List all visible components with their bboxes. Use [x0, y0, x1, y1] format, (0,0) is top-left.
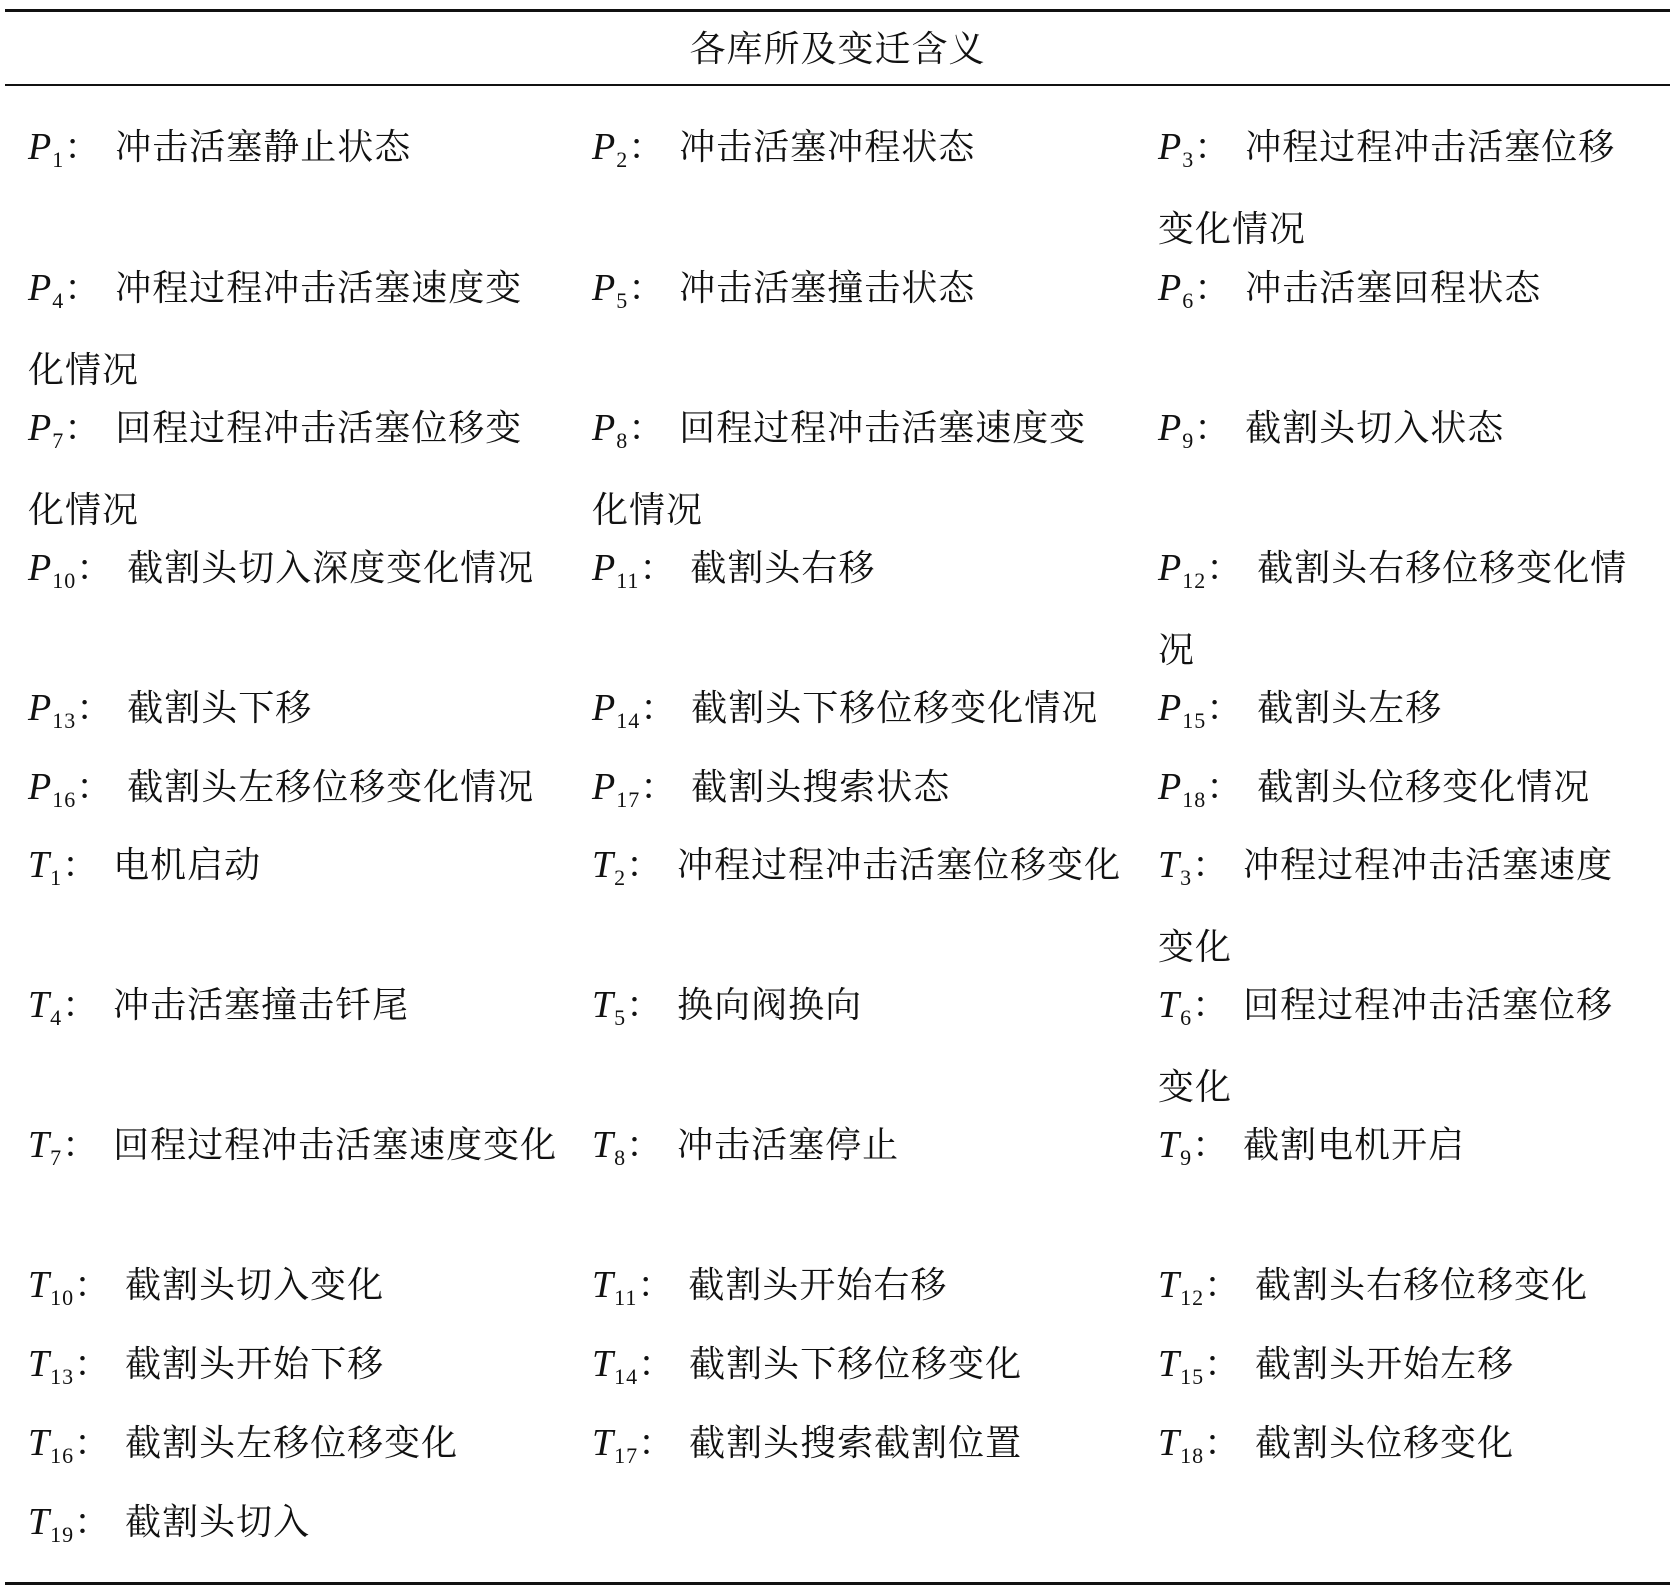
cell-colon: ：	[74, 1502, 112, 1543]
cell-symbol: T	[592, 1343, 615, 1385]
table-cell	[28, 1110, 558, 1193]
cell-subscript: 6	[1180, 1005, 1193, 1030]
cell-subscript: 8	[616, 428, 629, 453]
cell-text: 截割头切入状态	[1245, 408, 1505, 449]
cell-subscript: 18	[1182, 787, 1207, 812]
cell-colon: ：	[628, 268, 666, 309]
cell-symbol: T	[1158, 844, 1181, 886]
table-cell	[28, 1250, 558, 1333]
cell-text: 截割头切入深度变化情况	[127, 548, 535, 589]
cell-subscript: 7	[50, 1145, 63, 1170]
cell-text: 截割头搜索截割位置	[689, 1423, 1023, 1464]
cell-colon: ：	[64, 268, 102, 309]
cell-symbol: T	[28, 1124, 51, 1166]
cell-symbol: P	[592, 267, 617, 309]
cell-subscript: 10	[50, 1285, 75, 1310]
cell-colon: ：	[626, 1125, 664, 1166]
cell-symbol: T	[1158, 1264, 1181, 1306]
cell-text: 冲程过程冲击活塞速度变化	[1158, 845, 1614, 968]
cell-text: 截割头下移位移变化情况	[691, 688, 1099, 729]
cell-subscript: 8	[614, 1145, 627, 1170]
cell-symbol: T	[28, 1264, 51, 1306]
cell-text: 截割头位移变化	[1255, 1423, 1515, 1464]
cell-text: 截割头右移	[690, 548, 876, 589]
header-rule	[5, 84, 1670, 86]
bottom-rule	[5, 1582, 1670, 1585]
cell-text: 截割电机开启	[1243, 1125, 1466, 1166]
table-cell	[592, 1250, 1122, 1333]
table-cell	[1158, 1408, 1648, 1491]
table-cell	[592, 393, 1122, 546]
cell-subscript: 17	[614, 1443, 639, 1468]
cell-subscript: 14	[614, 1364, 639, 1389]
cell-subscript: 12	[1180, 1285, 1205, 1310]
table-cell	[28, 533, 558, 616]
cell-subscript: 9	[1180, 1145, 1193, 1170]
cell-text: 冲击活塞回程状态	[1245, 268, 1542, 309]
cell-subscript: 5	[614, 1005, 627, 1030]
cell-subscript: 13	[50, 1364, 75, 1389]
cell-colon: ：	[62, 1125, 100, 1166]
table-cell	[1158, 393, 1648, 476]
cell-symbol: P	[1158, 267, 1183, 309]
cell-text: 截割头左移位移变化	[125, 1423, 459, 1464]
table-cell	[28, 830, 558, 913]
cell-symbol: T	[28, 1501, 51, 1543]
cell-colon: ：	[1194, 127, 1232, 168]
cell-symbol: P	[592, 547, 617, 589]
cell-text: 冲击活塞撞击钎尾	[113, 985, 410, 1026]
cell-subscript: 11	[614, 1285, 638, 1310]
cell-text: 冲击活塞静止状态	[115, 127, 412, 168]
cell-text: 截割头右移位移变化情况	[1158, 548, 1628, 671]
cell-text: 冲击活塞撞击状态	[679, 268, 976, 309]
cell-symbol: P	[1158, 126, 1183, 168]
cell-subscript: 17	[616, 787, 641, 812]
cell-subscript: 19	[50, 1522, 75, 1547]
top-rule	[5, 9, 1670, 12]
cell-symbol: P	[1158, 687, 1183, 729]
table-cell	[28, 112, 558, 195]
cell-symbol: P	[1158, 547, 1183, 589]
cell-symbol: P	[592, 766, 617, 808]
table-cell	[592, 830, 1122, 913]
cell-symbol: P	[592, 407, 617, 449]
table-cell	[28, 1487, 558, 1570]
cell-text: 电机启动	[113, 845, 262, 886]
cell-colon: ：	[74, 1423, 112, 1464]
table-cell	[592, 1110, 1122, 1193]
cell-text: 截割头左移	[1257, 688, 1443, 729]
cell-colon: ：	[1206, 688, 1244, 729]
cell-text: 回程过程冲击活塞位移变化情况	[28, 408, 523, 531]
cell-symbol: P	[28, 687, 53, 729]
cell-colon: ：	[1206, 548, 1244, 589]
cell-colon: ：	[1206, 767, 1244, 808]
table-cell	[592, 112, 1122, 195]
cell-symbol: T	[592, 844, 615, 886]
table-cell	[592, 1408, 1122, 1491]
cell-symbol: P	[28, 766, 53, 808]
cell-colon: ：	[638, 1344, 676, 1385]
cell-symbol: T	[1158, 984, 1181, 1026]
table-cell	[1158, 112, 1648, 265]
cell-subscript: 15	[1180, 1364, 1205, 1389]
cell-symbol: P	[28, 547, 53, 589]
cell-text: 截割头开始下移	[125, 1344, 385, 1385]
table-cell	[1158, 1250, 1648, 1333]
cell-text: 截割头左移位移变化情况	[127, 767, 535, 808]
cell-symbol: P	[28, 126, 53, 168]
table-cell	[1158, 1329, 1648, 1412]
cell-colon: ：	[628, 408, 666, 449]
cell-colon: ：	[76, 767, 114, 808]
cell-symbol: T	[28, 1422, 51, 1464]
cell-subscript: 4	[52, 288, 65, 313]
cell-subscript: 2	[616, 147, 629, 172]
cell-symbol: P	[592, 687, 617, 729]
table-cell	[592, 1329, 1122, 1412]
table-cell	[1158, 752, 1648, 835]
cell-subscript: 9	[1182, 428, 1195, 453]
table-cell	[592, 253, 1122, 336]
cell-colon: ：	[1204, 1344, 1242, 1385]
cell-text: 冲程过程冲击活塞速度变化情况	[28, 268, 523, 391]
cell-subscript: 11	[616, 568, 640, 593]
cell-text: 截割头下移	[127, 688, 313, 729]
cell-colon: ：	[640, 688, 678, 729]
cell-symbol: P	[28, 267, 53, 309]
table-cell	[28, 970, 558, 1053]
cell-symbol: T	[1158, 1343, 1181, 1385]
table-cell	[1158, 1110, 1648, 1193]
cell-colon: ：	[74, 1344, 112, 1385]
cell-symbol: T	[592, 1264, 615, 1306]
table-cell	[1158, 253, 1648, 336]
table-cell	[28, 673, 558, 756]
cell-text: 截割头下移位移变化	[689, 1344, 1023, 1385]
cell-text: 截割头开始左移	[1255, 1344, 1515, 1385]
cell-text: 截割头搜索状态	[691, 767, 951, 808]
cell-subscript: 2	[614, 865, 627, 890]
cell-colon: ：	[64, 408, 102, 449]
cell-colon: ：	[638, 1423, 676, 1464]
cell-colon: ：	[1192, 985, 1230, 1026]
cell-colon: ：	[640, 767, 678, 808]
cell-symbol: T	[592, 984, 615, 1026]
cell-colon: ：	[1204, 1265, 1242, 1306]
cell-text: 截割头位移变化情况	[1257, 767, 1591, 808]
cell-text: 冲程过程冲击活塞位移变化	[677, 845, 1122, 886]
cell-subscript: 18	[1180, 1443, 1205, 1468]
cell-colon: ：	[1194, 268, 1232, 309]
cell-subscript: 13	[52, 708, 77, 733]
cell-symbol: P	[592, 126, 617, 168]
cell-subscript: 3	[1182, 147, 1195, 172]
cell-symbol: T	[592, 1422, 615, 1464]
cell-subscript: 1	[52, 147, 65, 172]
table-cell	[592, 533, 1122, 616]
cell-subscript: 7	[52, 428, 65, 453]
cell-colon: ：	[62, 985, 100, 1026]
table-cell	[28, 1408, 558, 1491]
cell-colon: ：	[639, 548, 677, 589]
cell-symbol: P	[1158, 407, 1183, 449]
table-cell	[1158, 673, 1648, 756]
cell-text: 截割头切入	[125, 1502, 311, 1543]
cell-colon: ：	[637, 1265, 675, 1306]
cell-subscript: 16	[50, 1443, 75, 1468]
cell-colon: ：	[76, 688, 114, 729]
cell-symbol: P	[28, 407, 53, 449]
cell-subscript: 12	[1182, 568, 1207, 593]
table-cell	[28, 393, 558, 546]
table-cell	[1158, 970, 1648, 1123]
cell-subscript: 6	[1182, 288, 1195, 313]
cell-text: 回程过程冲击活塞速度变化情况	[592, 408, 1087, 531]
cell-symbol: T	[592, 1124, 615, 1166]
cell-colon: ：	[1192, 1125, 1230, 1166]
table-cell	[28, 253, 558, 406]
cell-subscript: 15	[1182, 708, 1207, 733]
cell-colon: ：	[626, 845, 664, 886]
table-cell	[1158, 830, 1648, 983]
table-cell	[1158, 533, 1648, 686]
table-cell	[592, 673, 1122, 756]
table-cell	[592, 752, 1122, 835]
table-cell	[28, 1329, 558, 1412]
table-title: 各库所及变迁含义	[689, 29, 986, 70]
cell-colon: ：	[1192, 845, 1230, 886]
cell-text: 冲击活塞冲程状态	[679, 127, 976, 168]
cell-text: 截割头切入变化	[125, 1265, 385, 1306]
cell-subscript: 16	[52, 787, 77, 812]
cell-symbol: T	[28, 984, 51, 1026]
cell-colon: ：	[628, 127, 666, 168]
cell-colon: ：	[1194, 408, 1232, 449]
cell-colon: ：	[626, 985, 664, 1026]
cell-colon: ：	[1204, 1423, 1242, 1464]
cell-colon: ：	[64, 127, 102, 168]
cell-colon: ：	[62, 845, 100, 886]
cell-subscript: 5	[616, 288, 629, 313]
cell-subscript: 3	[1180, 865, 1193, 890]
cell-symbol: T	[1158, 1124, 1181, 1166]
cell-symbol: P	[1158, 766, 1183, 808]
cell-symbol: T	[28, 844, 51, 886]
cell-symbol: T	[28, 1343, 51, 1385]
cell-text: 回程过程冲击活塞位移变化	[1158, 985, 1614, 1108]
cell-text: 换向阀换向	[677, 985, 863, 1026]
cell-text: 截割头开始右移	[688, 1265, 948, 1306]
cell-subscript: 1	[50, 865, 63, 890]
cell-subscript: 14	[616, 708, 641, 733]
cell-text: 截割头右移位移变化	[1255, 1265, 1589, 1306]
cell-subscript: 10	[52, 568, 77, 593]
cell-colon: ：	[76, 548, 114, 589]
cell-colon: ：	[74, 1265, 112, 1306]
cell-subscript: 4	[50, 1005, 63, 1030]
cell-text: 回程过程冲击活塞速度变化	[113, 1125, 558, 1166]
table-cell	[28, 752, 558, 835]
cell-text: 冲程过程冲击活塞位移变化情况	[1158, 127, 1616, 250]
cell-text: 冲击活塞停止	[677, 1125, 900, 1166]
table-cell	[592, 970, 1122, 1053]
cell-symbol: T	[1158, 1422, 1181, 1464]
